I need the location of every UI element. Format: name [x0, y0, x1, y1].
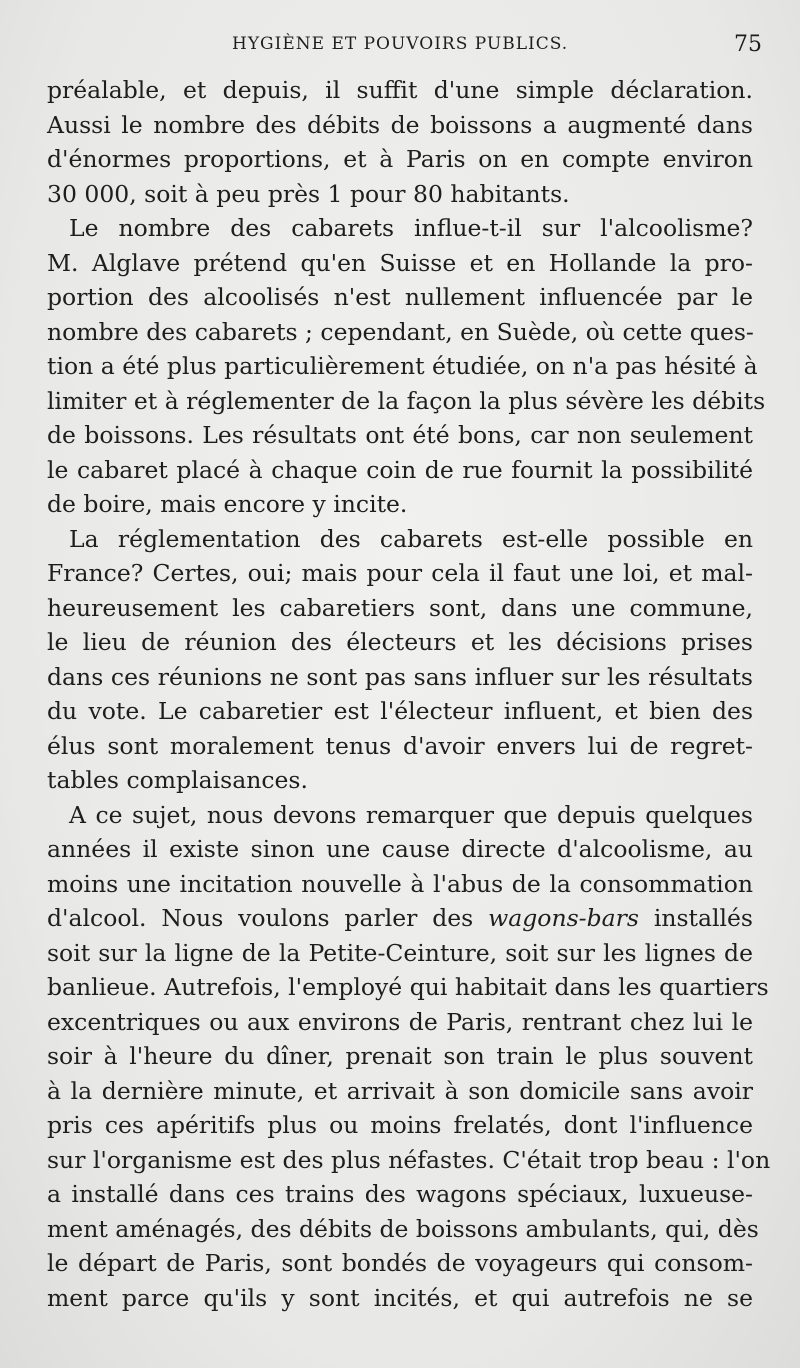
- text-line: pris ces apéritifs plus ou moins frelatés, dont l'influence: [47, 1111, 753, 1139]
- text-segment: d'alcool. Nous voulons parler des: [47, 904, 474, 932]
- text-line: années il existe sinon une cause directe d'alcoolisme, au: [47, 835, 753, 863]
- text-segment: installés: [653, 904, 753, 932]
- text-line: [47, 901, 753, 936]
- text-line: soir à l'heure du dîner, prenait son train le plus souvent: [47, 1042, 753, 1070]
- running-title: HYGIÈNE ET POUVOIRS PUBLICS.: [232, 34, 569, 54]
- text-line: portion des alcoolisés n'est nullement influencée par le: [47, 283, 753, 311]
- text-line: préalable, et depuis, il suffit d'une simple déclaration.: [47, 76, 753, 104]
- page-number: 75: [734, 32, 762, 57]
- text-line: sur l'organisme est des plus néfastes. C'était trop beau : l'on: [47, 1145, 771, 1174]
- text-line: dans ces réunions ne sont pas sans influer sur les résultats: [47, 662, 753, 691]
- text-line: de boire, mais encore y incite.: [47, 490, 408, 518]
- text-line: ment parce qu'ils y sont incités, et qui autrefois ne se: [47, 1283, 753, 1312]
- text-line: excentriques ou aux environs de Paris, rentrant chez lui le: [47, 1007, 753, 1036]
- text-line: Aussi le nombre des débits de boissons a augmenté dans: [47, 110, 753, 139]
- text-line: le lieu de réunion des électeurs et les décisions prises: [47, 628, 753, 656]
- text-line: du vote. Le cabaretier est l'électeur influent, et bien des: [47, 697, 753, 725]
- text-line: 30 000, soit à peu près 1 pour 80 habitants.: [47, 179, 570, 208]
- text-line: à la dernière minute, et arrivait à son domicile sans avoir: [47, 1076, 753, 1105]
- text-line: soit sur la ligne de la Petite-Ceinture, soit sur les lignes de: [47, 938, 753, 967]
- text-line: le cabaret placé à chaque coin de rue fournit la possibilité: [47, 455, 753, 484]
- text-line: M. Alglave prétend qu'en Suisse et en Hollande la pro-: [47, 248, 753, 277]
- text-line: heureusement les cabaretiers sont, dans une commune,: [47, 593, 753, 622]
- text-line: nombre des cabarets ; cependant, en Suède, où cette ques-: [47, 317, 754, 346]
- text-line: de boissons. Les résultats ont été bons, car non seulement: [47, 421, 753, 449]
- text-line: moins une incitation nouvelle à l'abus de la consommation: [47, 869, 753, 898]
- paragraph-start-line: A ce sujet, nous devons remarquer que depuis quelques: [69, 800, 753, 829]
- text-line: ment aménagés, des débits de boissons ambulants, qui, dès: [47, 1214, 759, 1243]
- text-line: d'énormes proportions, et à Paris on en compte environ: [47, 145, 753, 173]
- text-line: tion a été plus particulièrement étudiée, on n'a pas hésité à: [47, 352, 758, 380]
- text-line: limiter et à réglementer de la façon la plus sévère les débits: [47, 386, 766, 415]
- paragraph-start-line: Le nombre des cabarets influe-t-il sur l'alcoolisme?: [69, 214, 753, 242]
- italic-term: wagons-bars: [488, 904, 639, 932]
- text-line: tables complaisances.: [47, 766, 308, 794]
- body-text: [47, 73, 771, 1315]
- text-line: France? Certes, oui; mais pour cela il faut une loi, et mal-: [47, 559, 753, 587]
- text-line: banlieue. Autrefois, l'employé qui habitait dans les quartiers: [47, 973, 769, 1001]
- text-line: a installé dans ces trains des wagons spéciaux, luxueuse-: [47, 1180, 753, 1208]
- text-line: élus sont moralement tenus d'avoir envers lui de regret-: [47, 731, 753, 760]
- text-line: le départ de Paris, sont bondés de voyageurs qui consom-: [47, 1249, 753, 1277]
- page-header: [0, 32, 800, 62]
- paragraph-start-line: La réglementation des cabarets est-elle possible en: [69, 524, 753, 553]
